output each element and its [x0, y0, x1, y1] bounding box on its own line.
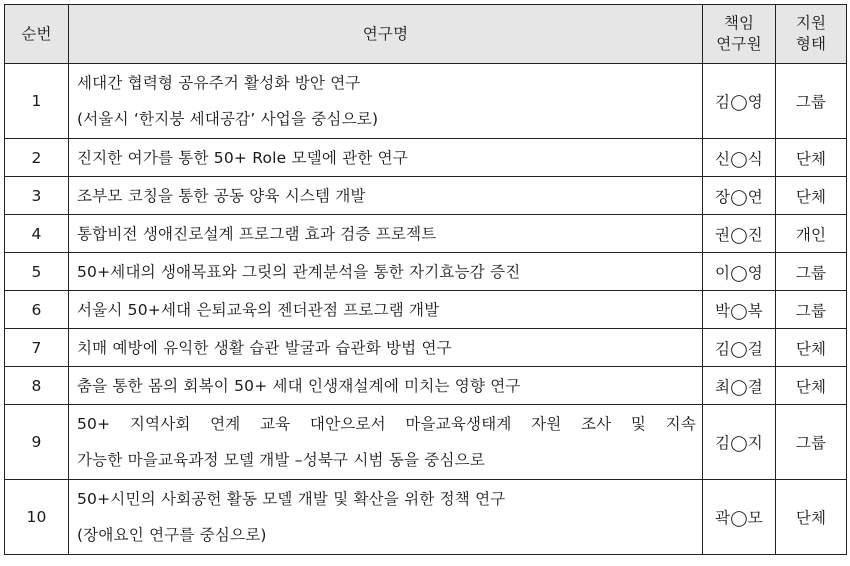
row-support-type: 단체 — [776, 139, 847, 177]
row-lead-researcher: 김◯지 — [703, 405, 776, 480]
header-type-line2: 형태 — [795, 35, 827, 53]
table-row — [5, 480, 847, 555]
row-title — [69, 291, 703, 329]
header-type-line1: 지원 — [795, 14, 827, 32]
row-title-line: (장애요인 연구를 중심으로) — [77, 526, 267, 544]
row-title — [69, 405, 703, 480]
row-title — [69, 177, 703, 215]
row-lead-researcher: 박◯복 — [703, 291, 776, 329]
row-no: 2 — [5, 139, 69, 177]
row-title-line: 통합비전 생애진로설계 프로그램 효과 검증 프로젝트 — [77, 224, 437, 243]
row-title-line: 50+ 지역사회 연계 교육 대안으로서 마을교육생태계 자원 조사 및 지속 — [77, 415, 696, 433]
row-lead-researcher: 최◯결 — [703, 367, 776, 405]
row-no: 7 — [5, 329, 69, 367]
table-body — [5, 64, 847, 555]
table-row — [5, 253, 847, 291]
row-no: 3 — [5, 177, 69, 215]
row-title — [69, 253, 703, 291]
header-title-label: 연구명 — [362, 24, 409, 43]
row-no: 1 — [5, 64, 69, 139]
row-support-type: 단체 — [776, 329, 847, 367]
table-row — [5, 291, 847, 329]
row-support-type: 그룹 — [776, 291, 847, 329]
row-title-line: 세대간 협력형 공유주거 활성화 방안 연구 — [77, 74, 361, 92]
row-lead-researcher: 장◯연 — [703, 177, 776, 215]
row-lead-researcher: 이◯영 — [703, 253, 776, 291]
row-no: 9 — [5, 405, 69, 480]
research-table — [4, 4, 847, 555]
row-lead-researcher: 곽◯모 — [703, 480, 776, 555]
row-no: 8 — [5, 367, 69, 405]
row-no: 4 — [5, 215, 69, 253]
header-no — [5, 5, 69, 64]
row-support-type: 개인 — [776, 215, 847, 253]
row-support-type: 그룹 — [776, 405, 847, 480]
table-row — [5, 215, 847, 253]
row-title-line: 조부모 코칭을 통한 공동 양육 시스템 개발 — [77, 186, 366, 205]
header-lead-line2: 연구원 — [716, 35, 762, 53]
row-lead-researcher: 김◯영 — [703, 64, 776, 139]
header-no-label: 순번 — [21, 24, 52, 43]
row-title-line: 춤을 통한 몸의 회복이 50+ 세대 인생재설계에 미치는 영향 연구 — [77, 376, 521, 395]
table-row — [5, 405, 847, 480]
row-lead-researcher: 김◯걸 — [703, 329, 776, 367]
row-lead-researcher: 권◯진 — [703, 215, 776, 253]
row-title-line: 50+시민의 사회공헌 활동 모델 개발 및 확산을 위한 정책 연구 — [77, 490, 506, 508]
row-support-type: 단체 — [776, 367, 847, 405]
research-table-container — [4, 4, 846, 555]
header-support-type — [776, 5, 847, 64]
table-row — [5, 139, 847, 177]
row-title-line: 치매 예방에 유익한 생활 습관 발굴과 습관화 방법 연구 — [77, 338, 452, 357]
row-title-line: 가능한 마을교육과정 모델 개발 –성북구 시범 동을 중심으로 — [77, 451, 485, 469]
row-title-line: (서울시 ‘한지붕 세대공감’ 사업을 중심으로) — [77, 110, 379, 128]
row-support-type: 단체 — [776, 177, 847, 215]
row-support-type: 그룹 — [776, 253, 847, 291]
row-title-line: 50+세대의 생애목표와 그릿의 관계분석을 통한 자기효능감 증진 — [77, 262, 521, 281]
header-lead-researcher — [703, 5, 776, 64]
header-title — [69, 5, 703, 64]
header-lead-line1: 책임 — [723, 14, 755, 32]
row-title-line: 서울시 50+세대 은퇴교육의 젠더관점 프로그램 개발 — [77, 300, 440, 319]
table-row — [5, 329, 847, 367]
row-title-line: 진지한 여가를 통한 50+ Role 모델에 관한 연구 — [77, 148, 408, 167]
row-title — [69, 480, 703, 555]
row-support-type: 그룹 — [776, 64, 847, 139]
row-title — [69, 329, 703, 367]
row-no: 10 — [5, 480, 69, 555]
table-row — [5, 367, 847, 405]
row-support-type: 단체 — [776, 480, 847, 555]
row-title — [69, 139, 703, 177]
row-no: 6 — [5, 291, 69, 329]
row-no: 5 — [5, 253, 69, 291]
row-title — [69, 64, 703, 139]
row-lead-researcher: 신◯식 — [703, 139, 776, 177]
table-row — [5, 177, 847, 215]
table-header-row — [5, 5, 847, 64]
table-row — [5, 64, 847, 139]
row-title — [69, 367, 703, 405]
row-title — [69, 215, 703, 253]
